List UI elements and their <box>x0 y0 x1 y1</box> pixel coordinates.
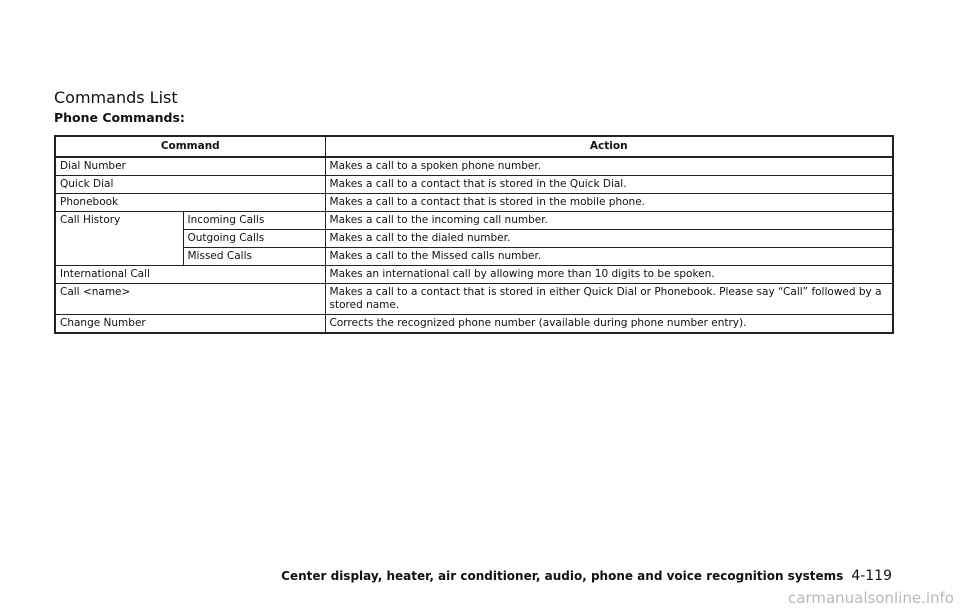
command-cell: International Call <box>55 266 325 284</box>
command-cell: Phonebook <box>55 194 325 212</box>
subsection-title: Phone Commands: <box>54 110 185 125</box>
action-cell: Makes a call to a contact that is stored in the Quick Dial. <box>325 176 893 194</box>
footer-chapter-title: Center display, heater, air conditioner, audio, phone and voice recognition systems <box>281 569 844 583</box>
header-command: Command <box>55 136 325 157</box>
subcommand-cell: Missed Calls <box>183 248 325 266</box>
action-cell: Corrects the recognized phone number (available during phone number entry). <box>325 315 893 334</box>
action-cell: Makes a call to a contact that is stored in the mobile phone. <box>325 194 893 212</box>
command-cell: Call History <box>55 212 183 266</box>
table-row <box>55 194 893 212</box>
table-row <box>55 315 893 334</box>
section-title: Commands List <box>54 88 178 107</box>
action-cell: Makes a call to the dialed number. <box>325 230 893 248</box>
table-row <box>55 212 893 230</box>
table-header-row <box>55 136 893 157</box>
table-row <box>55 176 893 194</box>
command-cell: Change Number <box>55 315 325 334</box>
action-cell: Makes a call to a contact that is stored in either Quick Dial or Phonebook. Please say “Call” followed by a stored name. <box>325 284 893 315</box>
command-cell: Quick Dial <box>55 176 325 194</box>
header-action: Action <box>325 136 893 157</box>
subcommand-cell: Outgoing Calls <box>183 230 325 248</box>
command-cell: Call <name> <box>55 284 325 315</box>
phone-commands-table <box>54 135 894 334</box>
table-row <box>55 266 893 284</box>
command-cell: Dial Number <box>55 157 325 176</box>
action-cell: Makes a call to the Missed calls number. <box>325 248 893 266</box>
page-number: 4-119 <box>851 568 892 584</box>
watermark: carmanualsonline.info <box>788 589 954 607</box>
action-cell: Makes a call to the incoming call number. <box>325 212 893 230</box>
action-cell: Makes a call to a spoken phone number. <box>325 157 893 176</box>
table-row <box>55 284 893 315</box>
subcommand-cell: Incoming Calls <box>183 212 325 230</box>
page-footer <box>281 568 892 584</box>
table-row <box>55 157 893 176</box>
action-cell: Makes an international call by allowing more than 10 digits to be spoken. <box>325 266 893 284</box>
